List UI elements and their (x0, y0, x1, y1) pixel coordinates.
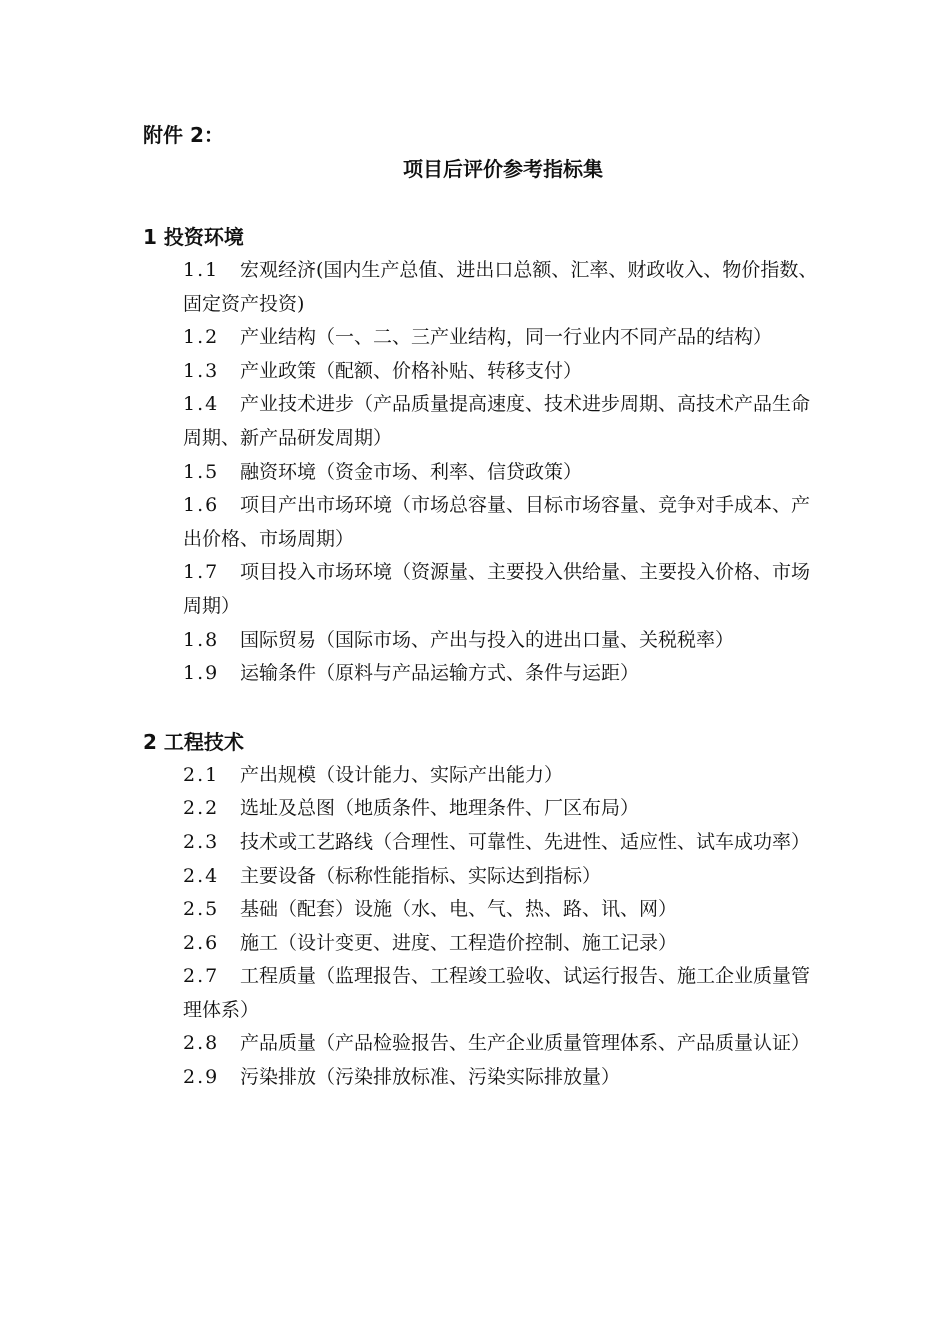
indicator-text: 产业政策（配额、价格补贴、转移支付） (240, 359, 583, 382)
indicator-number: 1.4 (183, 393, 220, 416)
section-investment-environment (143, 220, 850, 691)
indicator-text: 运输条件（原料与产品运输方式、条件与运距） (240, 662, 640, 685)
indicator-item (183, 254, 823, 321)
indicator-item (183, 556, 823, 623)
indicator-text: 产业技术进步（产品质量提高速度、技术进步周期、高技术产品生命周期、新产品研发周期） (183, 393, 811, 449)
indicator-item (183, 860, 823, 894)
indicator-number: 2.9 (183, 1066, 220, 1089)
indicator-list (143, 759, 823, 1095)
indicator-number: 1.5 (183, 460, 220, 483)
indicator-number: 2.7 (183, 965, 220, 988)
indicator-number: 2.1 (183, 763, 220, 786)
indicator-number: 2.5 (183, 898, 220, 921)
indicator-text: 工程质量（监理报告、工程竣工验收、试运行报告、施工企业质量管理体系） (183, 965, 811, 1021)
indicator-text: 融资环境（资金市场、利率、信贷政策） (240, 460, 583, 483)
indicator-item (183, 826, 823, 860)
section-heading: 1 投资环境 (143, 225, 244, 249)
indicator-text: 基础（配套）设施（水、电、气、热、路、讯、网） (240, 898, 678, 921)
indicator-list (143, 254, 823, 691)
indicator-number: 2.2 (183, 797, 220, 820)
indicator-number: 1.2 (183, 326, 220, 349)
indicator-number: 1.3 (183, 359, 220, 382)
indicator-item (183, 960, 823, 1027)
indicator-number: 1.8 (183, 628, 220, 651)
indicator-number: 1.1 (183, 259, 220, 281)
indicator-item (183, 456, 823, 490)
indicator-item (183, 792, 823, 826)
indicator-number: 2.8 (183, 1032, 220, 1055)
indicator-item (183, 927, 823, 961)
indicator-number: 2.3 (183, 830, 220, 853)
indicator-item (183, 355, 823, 389)
indicator-text: 施工（设计变更、进度、工程造价控制、施工记录） (240, 931, 678, 954)
indicator-item (183, 759, 823, 793)
indicator-item (183, 388, 823, 455)
document-title: 项目后评价参考指标集 (403, 157, 603, 181)
indicator-text: 技术或工艺路线（合理性、可靠性、先进性、适应性、试车成功率） (240, 830, 811, 853)
indicator-item (183, 489, 823, 556)
indicator-text: 宏观经济(国内生产总值、进出口总额、汇率、财政收入、物价指数、固定资产投资) (183, 259, 818, 315)
attachment-label: 附件 2： (143, 123, 224, 147)
indicator-item (183, 624, 823, 658)
section-heading: 2 工程技术 (143, 729, 244, 754)
indicator-item (183, 893, 823, 927)
indicator-text: 选址及总图（地质条件、地理条件、厂区布局） (240, 797, 640, 820)
indicator-item (183, 657, 823, 691)
indicator-text: 产品质量（产品检验报告、生产企业质量管理体系、产品质量认证） (240, 1032, 811, 1055)
indicator-number: 1.7 (183, 561, 220, 584)
indicator-text: 产出规模（设计能力、实际产出能力） (240, 763, 564, 786)
indicator-text: 产业结构（一、二、三产业结构，同一行业内不同产品的结构） (240, 326, 773, 349)
indicator-text: 国际贸易（国际市场、产出与投入的进出口量、关税税率） (240, 628, 735, 651)
section-engineering-technology (143, 725, 850, 1095)
indicator-number: 2.6 (183, 931, 220, 954)
indicator-text: 项目产出市场环境（市场总容量、目标市场容量、竞争对手成本、产出价格、市场周期） (183, 494, 811, 550)
indicator-text: 主要设备（标称性能指标、实际达到指标） (240, 864, 602, 887)
indicator-number: 2.4 (183, 864, 220, 887)
indicator-text: 污染排放（污染排放标准、污染实际排放量） (240, 1066, 621, 1089)
indicator-number: 1.6 (183, 494, 220, 517)
indicator-item (183, 321, 823, 355)
indicator-item (183, 1061, 823, 1095)
indicator-item (183, 1027, 823, 1061)
indicator-text: 项目投入市场环境（资源量、主要投入供给量、主要投入价格、市场周期） (183, 561, 811, 617)
indicator-number: 1.9 (183, 662, 220, 685)
